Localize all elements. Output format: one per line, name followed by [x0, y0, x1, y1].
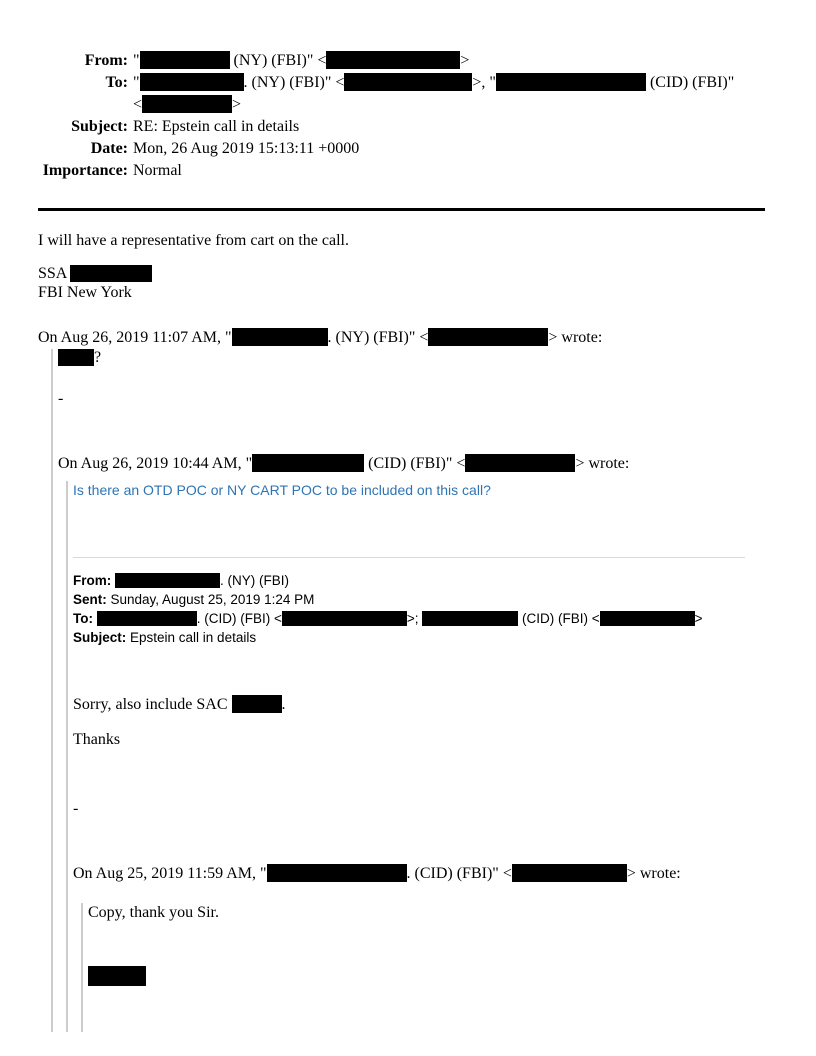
redaction-box [600, 611, 695, 626]
forwarded-to-row [73, 609, 778, 628]
signature-dash: - [58, 390, 64, 407]
header-from-row [38, 50, 778, 72]
quote-trailing-space [88, 988, 778, 1032]
redaction-box [58, 349, 94, 366]
signature-title: SSA [38, 265, 71, 282]
copy-line: Copy, thank you Sir. [88, 904, 219, 921]
from-mid-text: (NY) (FBI)" < [229, 52, 327, 69]
attribution-text: > wrote: [548, 329, 603, 346]
attribution-text: On Aug 26, 2019 11:07 AM, " [38, 329, 232, 346]
to-mid-text-3: (CID) (FBI)" [645, 74, 735, 91]
redaction-box [140, 73, 244, 91]
redaction-box [88, 966, 146, 986]
quote-attribution-2 [58, 454, 778, 473]
forwarded-subject-row [73, 628, 778, 647]
importance-label: Importance: [42, 162, 128, 179]
to-mid-text-2: >, " [472, 74, 496, 91]
redaction-box [496, 73, 646, 91]
signature-name-line [38, 264, 778, 283]
forwarded-to-text-3: (CID) (FBI) < [518, 611, 600, 626]
redaction-box [267, 864, 407, 882]
attribution-text: > wrote: [626, 865, 681, 882]
forwarded-sent-row [73, 590, 778, 609]
forwarded-from-text: . (NY) (FBI) [220, 573, 289, 588]
redaction-box [428, 328, 548, 346]
quoted-blue-question: Is there an OTD POC or NY CART POC to be included on this call? [73, 482, 491, 498]
forwarded-subject-value: Epstein call in details [130, 630, 257, 645]
forwarded-to-label: To: [73, 611, 97, 626]
signature-dash: - [73, 800, 79, 817]
to-line2-open: < [133, 96, 143, 113]
redaction-box [70, 265, 152, 282]
quote-attribution-3 [73, 864, 778, 883]
forwarded-subject-label: Subject: [73, 630, 131, 645]
from-open-quote: " [133, 52, 140, 69]
question-mark-text: ? [94, 349, 102, 366]
redaction-box [282, 611, 407, 626]
to-mid-text-1: . (NY) (FBI)" < [243, 74, 345, 91]
from-label: From: [84, 52, 128, 69]
sorry-line [73, 695, 778, 714]
redaction-box [326, 51, 460, 69]
redaction-box [115, 573, 220, 588]
signature-org-line: FBI New York [38, 284, 132, 301]
signature-block [38, 264, 778, 302]
to-line2-close: > [232, 96, 242, 113]
redaction-box [232, 328, 328, 346]
to-value [133, 72, 734, 116]
attribution-text: . (NY) (FBI)" < [327, 329, 429, 346]
forwarded-header-divider [73, 557, 745, 558]
header-divider-rule [38, 208, 765, 211]
date-value: Mon, 26 Aug 2019 15:13:11 +0000 [133, 140, 360, 157]
subject-label: Subject: [71, 118, 128, 135]
forwarded-from-label: From: [73, 573, 115, 588]
redaction-box [465, 454, 575, 472]
redacted-signature-line [88, 966, 778, 988]
forwarded-to-text-2: >; [406, 611, 423, 626]
redaction-box [422, 611, 518, 626]
redaction-box [344, 73, 472, 91]
sorry-period: . [281, 696, 286, 713]
sorry-text: Sorry, also include SAC [73, 696, 232, 713]
quoted-message-level-1 [51, 349, 778, 1032]
forwarded-to-text-1: . (CID) (FBI) < [196, 611, 282, 626]
quoted-message-level-3 [81, 903, 778, 1032]
quote-attribution-1 [38, 328, 778, 347]
header-date-row [38, 138, 778, 160]
body-paragraph: I will have a representative from cart on the call. [38, 232, 349, 249]
importance-value: Normal [133, 162, 182, 179]
header-importance-row [38, 160, 778, 182]
quoted-question-line [58, 349, 778, 367]
attribution-text: . (CID) (FBI)" < [406, 865, 512, 882]
redaction-box [512, 864, 627, 882]
header-subject-row [38, 116, 778, 138]
header-to-row [38, 72, 778, 116]
date-label: Date: [90, 140, 128, 157]
redaction-box [97, 611, 197, 626]
redaction-box [142, 95, 232, 113]
attribution-text: (CID) (FBI)" < [364, 455, 466, 472]
attribution-text: On Aug 25, 2019 11:59 AM, " [73, 865, 267, 882]
redaction-box [252, 454, 364, 472]
thanks-line: Thanks [73, 731, 121, 748]
forwarded-sent-label: Sent: [73, 592, 111, 607]
from-value [133, 50, 469, 72]
forwarded-to-end: > [694, 611, 703, 626]
to-open-quote: " [133, 74, 140, 91]
attribution-text: On Aug 26, 2019 10:44 AM, " [58, 455, 253, 472]
email-header [38, 50, 778, 182]
forwarded-sent-value: Sunday, August 25, 2019 1:24 PM [110, 592, 315, 607]
from-end-text: > [460, 52, 470, 69]
attribution-text: > wrote: [575, 455, 630, 472]
quoted-message-level-2 [66, 481, 778, 1032]
to-label: To: [105, 74, 128, 91]
subject-value: RE: Epstein call in details [133, 118, 300, 135]
forwarded-message-header [73, 571, 778, 647]
forwarded-from-row [73, 571, 778, 590]
redaction-box [232, 695, 282, 713]
redaction-box [140, 51, 230, 69]
